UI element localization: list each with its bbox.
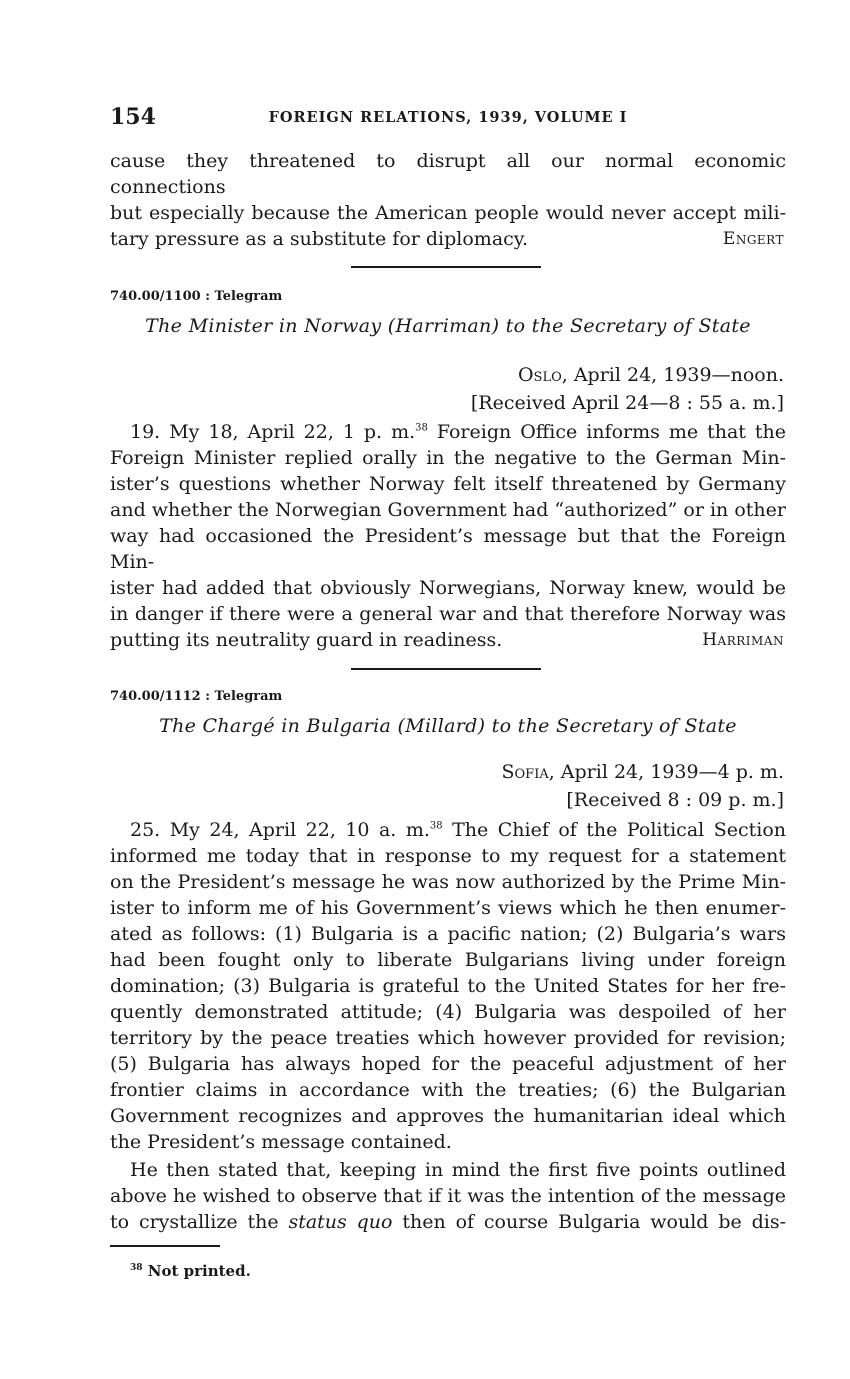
text-line: territory by the peace treaties which however provided for revision; (110, 1027, 786, 1049)
received-line: [Received April 24—8 : 55 a. m.] (470, 392, 784, 414)
title-suffix: ) to the Secretary of State (491, 315, 751, 337)
text-line (110, 419, 786, 445)
running-head: FOREIGN RELATIONS, 1939, VOLUME I (268, 109, 628, 126)
text-line: (5) Bulgaria has always hoped for the peaceful adjustment of her (110, 1053, 786, 1075)
text-line: putting its neutrality guard in readiness. (110, 629, 503, 651)
line-end: Foreign Office informs me that the (427, 421, 786, 443)
title-prefix: The Chargé in Bulgaria ( (159, 715, 406, 737)
title-name: Millard (405, 715, 478, 737)
text-line: Government recognizes and approves the humanitarian ideal which (110, 1105, 786, 1127)
continuation-paragraph (110, 148, 786, 252)
section-divider (351, 266, 541, 268)
text-line: the President’s message contained. (110, 1131, 452, 1153)
received-line: [Received 8 : 09 p. m.] (566, 789, 784, 811)
page-header (110, 104, 786, 134)
line-start: 25. My 24, April 22, 10 a. m. (130, 819, 430, 841)
dateline (502, 758, 785, 814)
document-title (110, 315, 786, 337)
signature-harriman: Harriman (702, 630, 784, 650)
text-line: domination; (3) Bulgaria is grateful to the United States for her fre- (110, 975, 786, 997)
dateline-date (502, 758, 785, 786)
text-line: but especially because the American people would never accept mili- (110, 202, 786, 224)
telegram-paragraph-2 (110, 1157, 786, 1235)
text-line: way had occasioned the President’s message but that the Foreign Min- (110, 525, 786, 573)
footnote-mark: 38 (130, 1263, 143, 1273)
footnote-text: Not printed. (142, 1262, 251, 1280)
file-reference: 740.00/1112 : Telegram (110, 689, 283, 704)
text-line: had been fought only to liberate Bulgarians living under foreign (110, 949, 786, 971)
document-title (110, 715, 786, 737)
text-line: and whether the Norwegian Government had “authorized” or in other (110, 499, 786, 521)
text-line: in danger if there were a general war and that therefore Norway was (110, 603, 786, 625)
text-line: ister’s questions whether Norway felt itself threatened by Germany (110, 473, 786, 495)
footnote-reference: 38 (429, 820, 443, 832)
signature-engert: Engert (722, 229, 784, 249)
telegram-body (110, 817, 786, 1155)
text-line: ated as follows: (1) Bulgaria is a pacific nation; (2) Bulgaria’s wars (110, 923, 786, 945)
text-line: frontier claims in accordance with the treaties; (6) the Bulgarian (110, 1079, 786, 1101)
line-start: to crystallize the (110, 1211, 289, 1233)
text-line (110, 817, 786, 843)
title-suffix: ) to the Secretary of State (477, 715, 737, 737)
date-city: Sofia (501, 761, 549, 783)
text-line: on the President’s message he was now authorized by the Prime Min- (110, 871, 786, 893)
text-line: Foreign Minister replied orally in the negative to the German Min- (110, 447, 786, 469)
italic-phrase: status quo (288, 1211, 393, 1233)
telegram-body (110, 419, 786, 653)
text-line (110, 1209, 786, 1235)
text-line: ister had added that obviously Norwegians, Norway knew, would be (110, 577, 786, 599)
text-line: above he wished to observe that if it was the intention of the message (110, 1185, 786, 1207)
text-line: informed me today that in response to my request for a statement (110, 845, 786, 867)
dateline (471, 361, 784, 417)
text-line: cause they threatened to disrupt all our normal economic connections (110, 150, 786, 198)
dateline-date (471, 361, 784, 389)
file-reference: 740.00/1100 : Telegram (110, 289, 283, 304)
title-prefix: The Minister in Norway ( (145, 315, 396, 337)
section-divider (351, 668, 541, 670)
title-name: Harriman (395, 315, 492, 337)
text-line: ister to inform me of his Government’s views which he then enumer- (110, 897, 786, 919)
text-line: quently demonstrated attitude; (4) Bulgaria was despoiled of her (110, 1001, 786, 1023)
date-rest: , April 24, 1939—4 p. m. (548, 761, 784, 783)
line-end: The Chief of the Political Section (442, 819, 786, 841)
footnote-reference: 38 (415, 422, 428, 434)
text-line: tary pressure as a substitute for diplomacy. (110, 228, 529, 250)
footnote (130, 1262, 251, 1280)
date-city: Oslo (517, 364, 562, 386)
line-start: 19. My 18, April 22, 1 p. m. (130, 421, 416, 443)
line-end: then of course Bulgaria would be dis- (392, 1211, 786, 1233)
footnote-rule (110, 1245, 220, 1247)
date-rest: , April 24, 1939—noon. (561, 364, 784, 386)
page-number: 154 (110, 104, 156, 130)
text-line: He then stated that, keeping in mind the first five points outlined (130, 1159, 786, 1181)
